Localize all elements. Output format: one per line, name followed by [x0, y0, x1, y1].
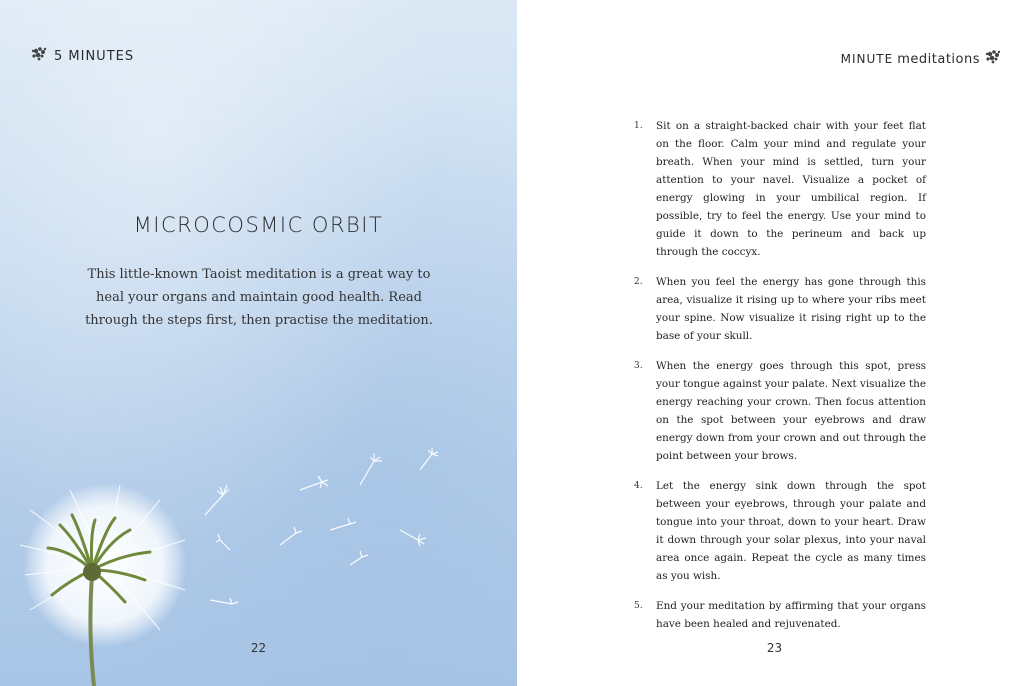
running-head-text-a: MINUTE	[840, 52, 894, 66]
page-number-left: 22	[250, 641, 267, 655]
step-number: 1.	[634, 121, 643, 131]
running-head-text: 5 MINUTES	[54, 48, 135, 64]
step-text: When you feel the energy has gone through this area, visualize it rising up to where your ribs meet your spine. Now visualize it rising right up to the base of your skull.	[656, 276, 926, 342]
step-item	[634, 117, 926, 261]
step-number: 4.	[634, 481, 643, 491]
right-page	[517, 0, 1032, 686]
flower-ornament-icon	[984, 48, 1004, 70]
step-item	[634, 357, 926, 465]
steps-list	[634, 117, 926, 645]
step-text: When the energy goes through this spot, press your tongue against your palate. Next visualize the energy reaching your crown. Then focus attention on the spot between your eyebrows and draw energy down from your crown and out through the point between your brows.	[656, 360, 926, 462]
page-title: MICROCOSMIC ORBIT	[133, 213, 384, 237]
intro-paragraph: This little-known Taoist meditation is a great way to heal your organs and maintain good health. Read through the steps first, then practise the meditation.	[85, 267, 433, 328]
step-text: Sit on a straight-backed chair with your feet flat on the floor. Calm your mind and regulate your breath. When your mind is settled, turn your attention to your navel. Visualize a pocket of energy glowing in your umbilical region. If possible, try to feel the energy. Use your mind to guide it down to the perineum and back up through the coccyx.	[656, 120, 926, 258]
running-head-text-b: meditations	[897, 51, 980, 67]
flower-ornament-icon	[30, 45, 50, 67]
page-number-right: 23	[766, 641, 783, 655]
step-number: 2.	[634, 277, 643, 287]
step-text: End your meditation by affirming that your organs have been healed and rejuvenated.	[656, 600, 926, 630]
step-text: Let the energy sink down through the spot between your eyebrows, through your palate and tongue into your throat, down to your heart. Draw it down through your solar plexus, into your naval area once again. Repeat the cycle as many times as you wish.	[656, 480, 926, 582]
step-number: 5.	[634, 601, 643, 611]
running-head-left	[30, 45, 134, 67]
step-item	[634, 273, 926, 345]
step-number: 3.	[634, 361, 643, 371]
step-item	[634, 477, 926, 585]
running-head-right	[841, 48, 1004, 70]
step-item	[634, 597, 926, 633]
